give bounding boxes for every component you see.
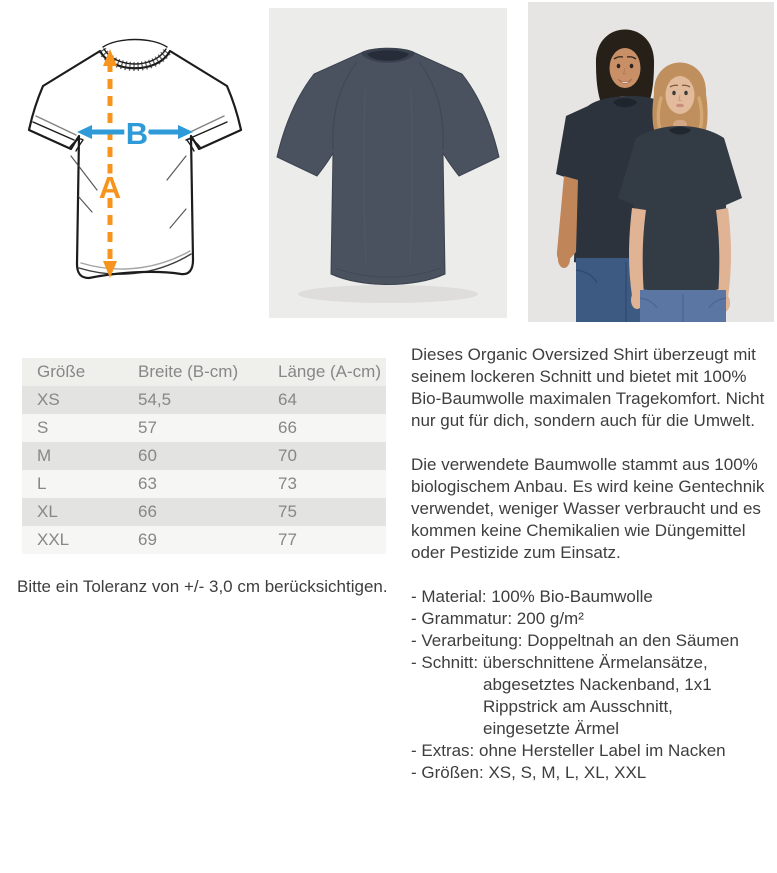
diagram-label-a: A: [98, 170, 122, 205]
length-cell: 66: [278, 418, 297, 437]
detail-groessen: - Größen: XS, S, M, L, XL, XXL: [411, 763, 647, 782]
length-cell: 77: [278, 530, 297, 549]
width-cell: 66: [138, 502, 157, 521]
flat-shirt-photo: [269, 8, 507, 318]
detail-extras: - Extras: ohne Hersteller Label im Nacken: [411, 741, 726, 760]
table-row: [22, 498, 386, 526]
detail-verarbeitung: - Verarbeitung: Doppeltnah an den Säumen: [411, 631, 739, 650]
size-table-header-row: [22, 358, 386, 386]
size-table-header-size: Größe: [37, 362, 86, 381]
width-cell: 54,5: [138, 390, 172, 409]
table-row: [22, 470, 386, 498]
description-paragraph-2: Die verwendete Baumwolle stammt aus 100% biologischem Anbau. Es wird keine Gentechnik verwendet, weniger Wasser verbraucht und es kommen keine Chemikalien wie Düngemittel oder Pestizide zum Einsatz.: [411, 455, 765, 562]
size-cell: L: [37, 474, 47, 493]
width-cell: 63: [138, 474, 157, 493]
size-cell: M: [37, 446, 52, 465]
product-photo-models[interactable]: [528, 2, 774, 322]
collar-back-rim: [103, 40, 167, 48]
detail-grammatur: - Grammatur: 200 g/m²: [411, 609, 584, 628]
product-details-list: [411, 586, 771, 784]
detail-schnitt-cont: Rippstrick am Ausschnitt,: [483, 697, 673, 716]
table-row: [22, 526, 386, 554]
size-cell: S: [37, 418, 49, 437]
size-table: [22, 358, 386, 554]
table-row: [22, 414, 386, 442]
table-row: [22, 442, 386, 470]
size-cell: XS: [37, 390, 60, 409]
models-photo: [528, 2, 774, 322]
detail-schnitt: - Schnitt: überschnittene Ärmelansätze,: [411, 653, 708, 672]
width-cell: 60: [138, 446, 157, 465]
length-cell: 64: [278, 390, 297, 409]
size-table-header-width: Breite (B-cm): [138, 362, 239, 381]
detail-material: - Material: 100% Bio-Baumwolle: [411, 587, 653, 606]
length-cell: 75: [278, 502, 297, 521]
length-cell: 70: [278, 446, 297, 465]
tshirt-measurement-diagram: [15, 28, 245, 288]
length-cell: 73: [278, 474, 297, 493]
detail-schnitt-cont: eingesetzte Ärmel: [483, 719, 620, 738]
product-description: [411, 344, 771, 784]
table-row: [22, 386, 386, 414]
diagram-label-b: B: [125, 116, 149, 151]
size-cell: XL: [37, 502, 58, 521]
tshirt-outline: [29, 51, 241, 278]
description-paragraph-1: Dieses Organic Oversized Shirt überzeugt mit seinem lockeren Schnitt und bietet mit 100% Bio-Baumwolle maximalen Tragekomfort. Nicht nur gut für dich, sondern auch für die Umwelt.: [411, 345, 765, 430]
width-cell: 69: [138, 530, 157, 549]
size-diagram-image[interactable]: [15, 28, 245, 288]
product-photo-flat[interactable]: [269, 8, 507, 318]
size-table-header-length: Länge (A-cm): [278, 362, 381, 381]
tolerance-note: Bitte ein Toleranz von +/- 3,0 cm berücksichtigen.: [17, 577, 388, 596]
detail-schnitt-cont: abgesetztes Nackenband, 1x1: [483, 675, 712, 694]
width-cell: 57: [138, 418, 157, 437]
size-cell: XXL: [37, 530, 70, 549]
